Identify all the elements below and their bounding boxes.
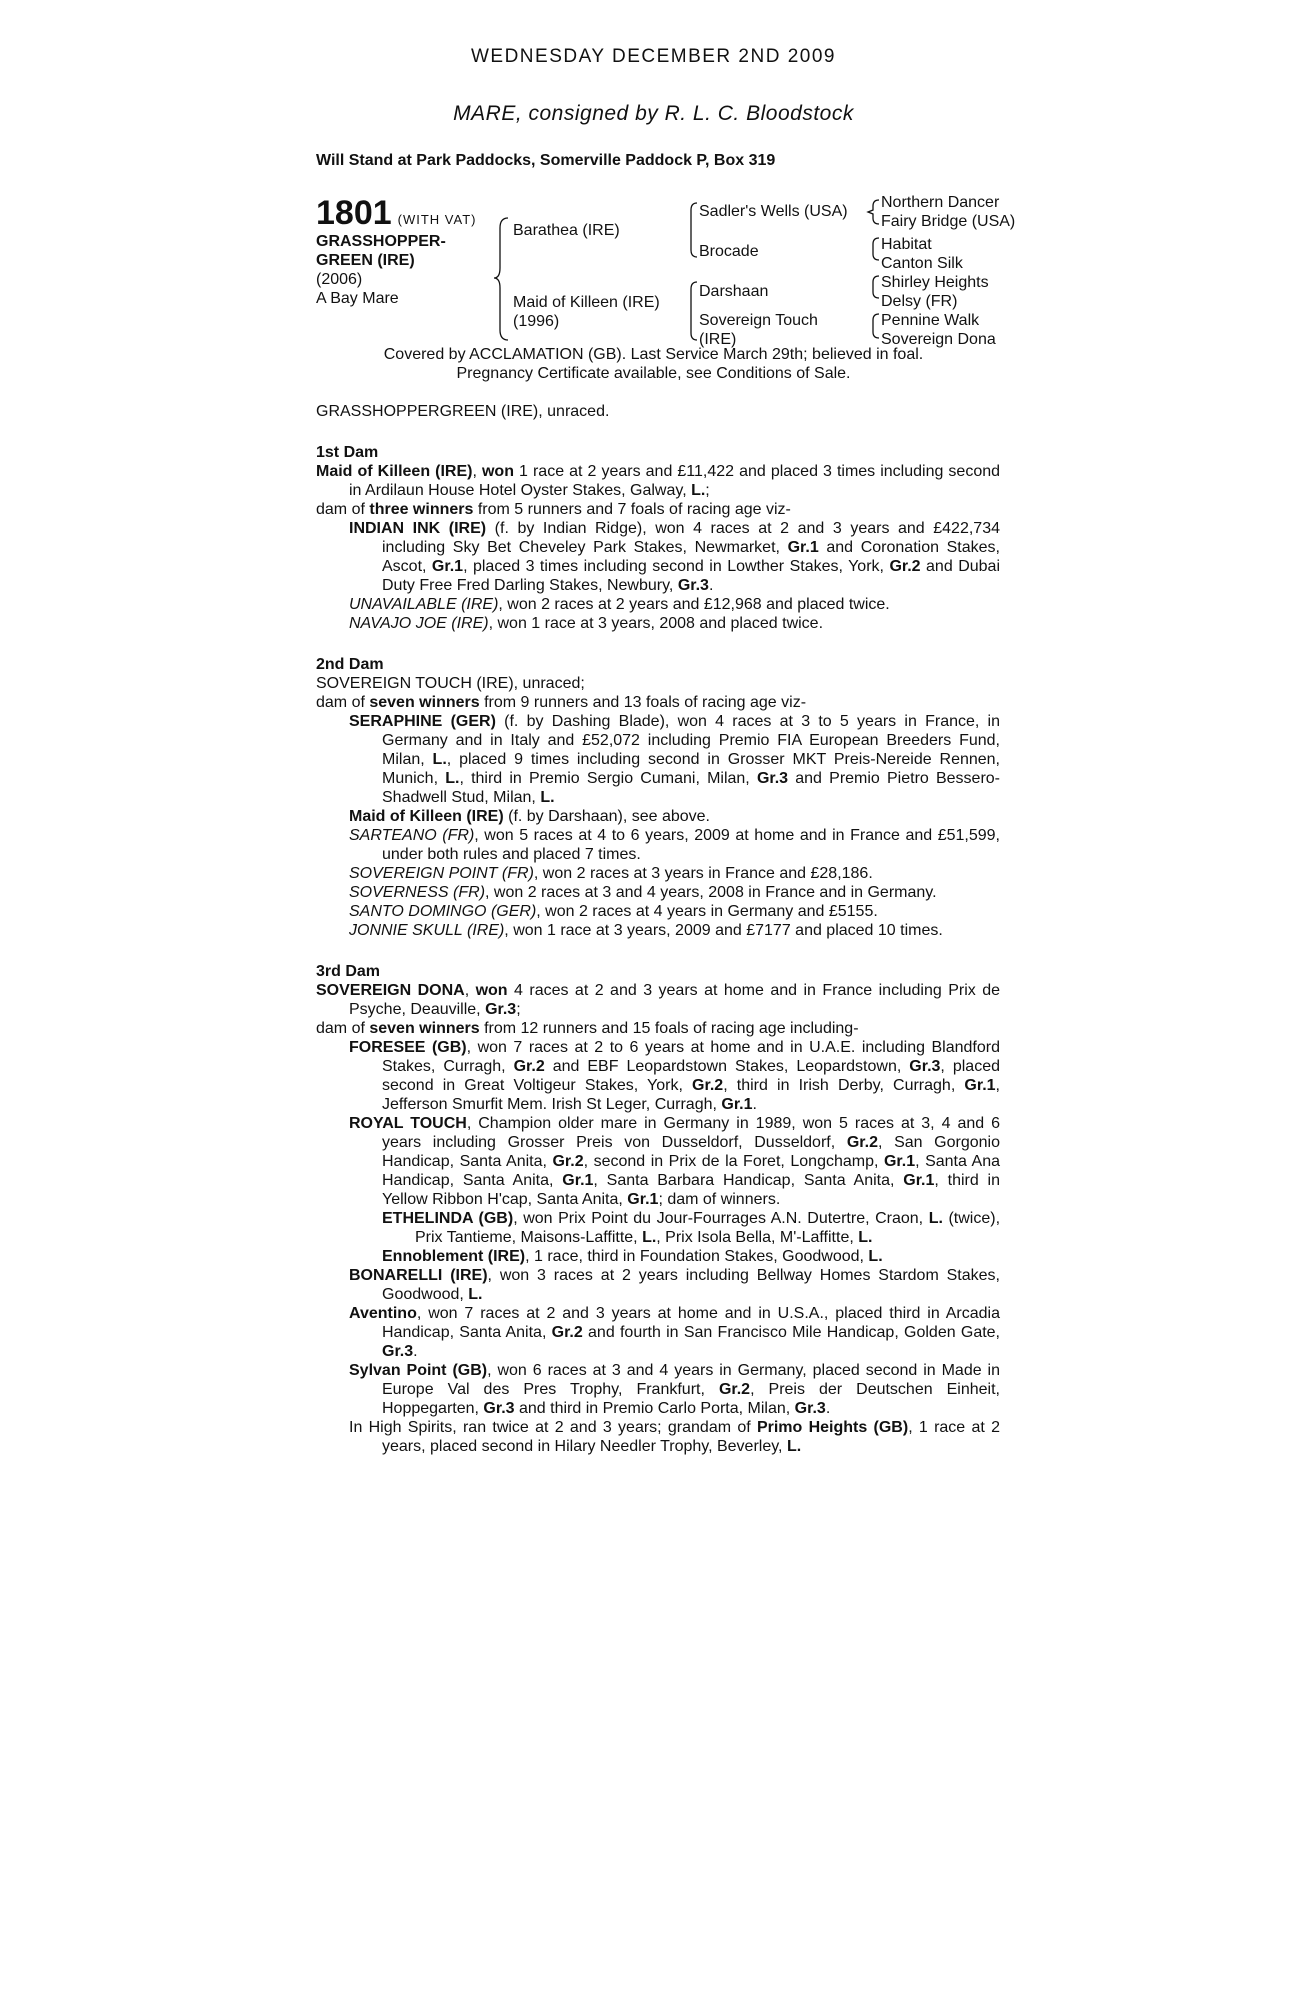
covered-line2: Pregnancy Certificate available, see Conditions of Sale. [456, 365, 851, 382]
dam-line2: (1996) [513, 313, 560, 330]
stand-location: Will Stand at Park Paddocks, Somerville Paddock P, Box 319 [316, 152, 776, 169]
g3-5: Delsy (FR) [881, 293, 958, 310]
third-dam-record: SOVEREIGN DONA, won 4 races at 2 and 3 years at home and in France including Prix de Psyche, Deauville, Gr.3; [316, 982, 1001, 1018]
produce-in-high-spirits: In High Spirits, ran twice at 2 and 3 years; grandam of Primo Heights (GB), 1 race at 2 years, placed second in Hilary Needler Trophy, Beverley, L. [349, 1419, 1001, 1455]
produce-indian-ink: INDIAN INK (IRE) (f. by Indian Ridge), won 4 races at 2 and 3 years and £422,734 including Sky Bet Cheveley Park Stakes, Newmarket, Gr.1 and Coronation Stakes, Ascot, Gr.1, placed 3 times including second in Lowther Stakes, York, Gr.2 and Dubai Duty Free Fred Darling Stakes, Newbury, Gr.3. [349, 520, 1000, 594]
sire-dam: Brocade [699, 243, 759, 260]
second-dam-produce-summary: dam of seven winners from 9 runners and 13 foals of racing age viz- [316, 694, 807, 711]
dam-dam-line2: (IRE) [699, 331, 737, 348]
produce-soverness: SOVERNESS (FR), won 2 races at 3 and 4 years, 2008 in France and in Germany. [349, 884, 937, 901]
first-dam-record: Maid of Killeen (IRE), won 1 race at 2 years and £11,422 and placed 3 times including second in Ardilaun House Hotel Oyster Stakes, Galway, L.; [316, 463, 1001, 499]
produce-aventino: Aventino, won 7 races at 2 and 3 years at home and in U.S.A., placed third in Arcadia Handicap, Santa Anita, Gr.2 and fourth in San Francisco Mile Handicap, Golden Gate, Gr.3. [349, 1305, 1000, 1360]
covered-note [0, 345, 1307, 383]
produce-navajo-joe: NAVAJO JOE (IRE), won 1 race at 3 years, 2008 and placed twice. [349, 615, 824, 632]
first-dam-heading: 1st Dam [316, 444, 379, 461]
vat-note: (WITH VAT) [397, 212, 477, 227]
g3-1: Fairy Bridge (USA) [881, 213, 1016, 230]
sire: Barathea (IRE) [513, 222, 620, 239]
consignment-line: MARE, consigned by R. L. C. Bloodstock [453, 102, 854, 125]
produce-bonarelli: BONARELLI (IRE), won 3 races at 2 years including Bellway Homes Stardom Stakes, Goodwood, L. [349, 1267, 1000, 1303]
second-dam-heading: 2nd Dam [316, 656, 384, 673]
horse-name-line2: GREEN (IRE) [316, 252, 415, 269]
covered-line1: Covered by ACCLAMATION (GB). Last Service March 29th; believed in foal. [383, 346, 924, 363]
g3-6: Pennine Walk [881, 312, 980, 329]
g3-3: Canton Silk [881, 255, 963, 272]
produce-maid-of-killeen: Maid of Killeen (IRE) (f. by Darshaan), see above. [349, 808, 710, 825]
produce-foresee: FORESEE (GB), won 7 races at 2 to 6 years at home and in U.A.E. including Blandford Stakes, Curragh, Gr.2 and EBF Leopardstown Stakes, Leopardstown, Gr.3, placed second in Great Voltigeur Stakes, York, Gr.2, third in Irish Derby, Curragh, Gr.1, Jefferson Smurfit Mem. Irish St Leger, Curragh, Gr.1. [349, 1039, 1000, 1113]
sale-date: WEDNESDAY DECEMBER 2ND 2009 [470, 46, 836, 67]
horse-description: A Bay Mare [316, 290, 399, 307]
produce-sarteano: SARTEANO (FR), won 5 races at 4 to 6 years, 2009 at home and in France and £51,599, under both rules and placed 7 times. [349, 827, 1001, 863]
produce-sylvan-point: Sylvan Point (GB), won 6 races at 3 and 4 years in Germany, placed second in Made in Europe Val des Pres Trophy, Frankfurt, Gr.2, Preis der Deutschen Einheit, Hoppegarten, Gr.3 and third in Premio Carlo Porta, Milan, Gr.3. [349, 1362, 1001, 1417]
lot-number: 1801 [316, 194, 392, 232]
produce-royal-touch: ROYAL TOUCH, Champion older mare in Germany in 1989, won 5 races at 3, 4 and 6 years including Grosser Preis von Dusseldorf, Dusseldorf, Gr.2, San Gorgonio Handicap, Santa Anita, Gr.2, second in Prix de la Foret, Longchamp, Gr.1, Santa Ana Handicap, Santa Anita, Gr.1, Santa Barbara Handicap, Santa Anita, Gr.1, third in Yellow Ribbon H'cap, Santa Anita, Gr.1; dam of winners. [349, 1115, 1001, 1208]
g3-0: Northern Dancer [881, 194, 1000, 211]
dam-dam-line1: Sovereign Touch [699, 312, 818, 329]
produce-ennoblement: Ennoblement (IRE), 1 race, third in Foundation Stakes, Goodwood, L. [382, 1248, 883, 1265]
third-dam-produce-summary: dam of seven winners from 12 runners and 15 foals of racing age including- [316, 1020, 859, 1037]
sire-sire: Sadler's Wells (USA) [699, 203, 848, 220]
g3-7: Sovereign Dona [881, 331, 996, 348]
produce-sovereign-point: SOVEREIGN POINT (FR), won 2 races at 3 years in France and £28,186. [349, 865, 873, 882]
produce-seraphine: SERAPHINE (GER) (f. by Dashing Blade), won 4 races at 3 to 5 years in France, in Germany and in Italy and £52,072 including Premio FIA European Breeders Fund, Milan, L., placed 9 times including second in Grosser MKT Preis-Nereide Rennen, Munich, L., third in Premio Sergio Cumani, Milan, Gr.3 and Premio Pietro Bessero-Shadwell Stud, Milan, L. [349, 713, 1001, 806]
g3-2: Habitat [881, 236, 932, 253]
first-dam-produce-summary: dam of three winners from 5 runners and 7 foals of racing age viz- [316, 501, 791, 518]
intro-line: GRASSHOPPERGREEN (IRE), unraced. [316, 403, 610, 420]
third-dam-heading: 3rd Dam [316, 963, 381, 980]
dam-line1: Maid of Killeen (IRE) [513, 294, 660, 311]
dam-sire: Darshaan [699, 283, 769, 300]
produce-jonnie-skull: JONNIE SKULL (IRE), won 1 race at 3 years, 2009 and £7177 and placed 10 times. [349, 922, 943, 939]
produce-ethelinda: ETHELINDA (GB), won Prix Point du Jour-Fourrages A.N. Dutertre, Craon, L. (twice), Prix Tantieme, Maisons-Laffitte, L., Prix Isola Bella, M'-Laffitte, L. [382, 1210, 1001, 1246]
produce-unavailable: UNAVAILABLE (IRE), won 2 races at 2 years and £12,968 and placed twice. [349, 596, 890, 613]
produce-santo-domingo: SANTO DOMINGO (GER), won 2 races at 4 years in Germany and £5155. [349, 903, 878, 920]
horse-name-line1: GRASSHOPPER- [316, 233, 446, 250]
catalogue-body [316, 402, 1000, 1456]
second-dam-record: SOVEREIGN TOUCH (IRE), unraced; [316, 675, 585, 692]
birth-year: (2006) [316, 271, 363, 288]
g3-4: Shirley Heights [881, 274, 989, 291]
